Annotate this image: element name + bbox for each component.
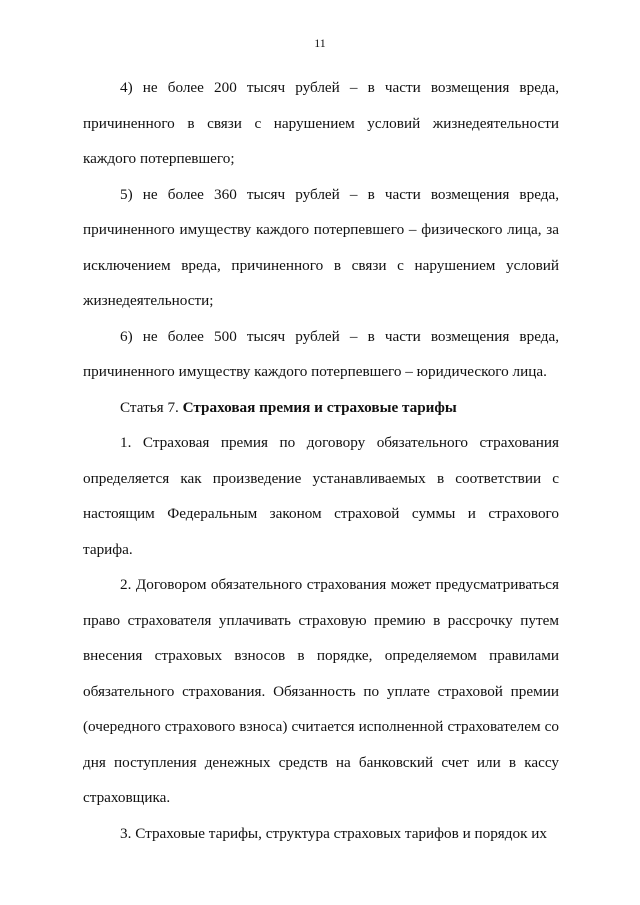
document-body	[83, 70, 559, 851]
article-heading	[83, 390, 559, 426]
page-number: 11	[314, 36, 326, 50]
article-paragraph-2: 2. Договором обязательного страхования может предусматриваться право страхователя уплачивать страховую премию в рассрочку путем внесения страховых взносов в порядке, определяемом правилами обязательного страхования. Обязанность по уплате страховой премии (очередного страхового взноса) считается исполненной страхователем со дня поступления денежных средств на банковский счет или в кассу страховщика.	[83, 576, 559, 806]
article-prefix: Статья 7.	[120, 398, 183, 416]
paragraph-item-4: 4) не более 200 тысяч рублей – в части возмещения вреда, причиненного в связи с нарушением условий жизнедеятельности каждого потерпевшего;	[83, 79, 559, 167]
article-paragraph-1: 1. Страховая премия по договору обязательного страхования определяется как произведение устанавливаемых в соответствии с настоящим Федеральным законом страховой суммы и страхового тарифа.	[83, 434, 559, 558]
paragraph-item-5: 5) не более 360 тысяч рублей – в части возмещения вреда, причиненного имуществу каждого потерпевшего – физического лица, за исключением вреда, причиненного в связи с нарушением условий жизнедеятельности;	[83, 185, 559, 309]
paragraph-item-6: 6) не более 500 тысяч рублей – в части возмещения вреда, причиненного имуществу каждого потерпевшего – юридического лица.	[83, 327, 559, 380]
article-title: Страховая премия и страховые тарифы	[182, 398, 457, 416]
article-paragraph-3: 3. Страховые тарифы, структура страховых тарифов и порядок их	[120, 824, 548, 842]
